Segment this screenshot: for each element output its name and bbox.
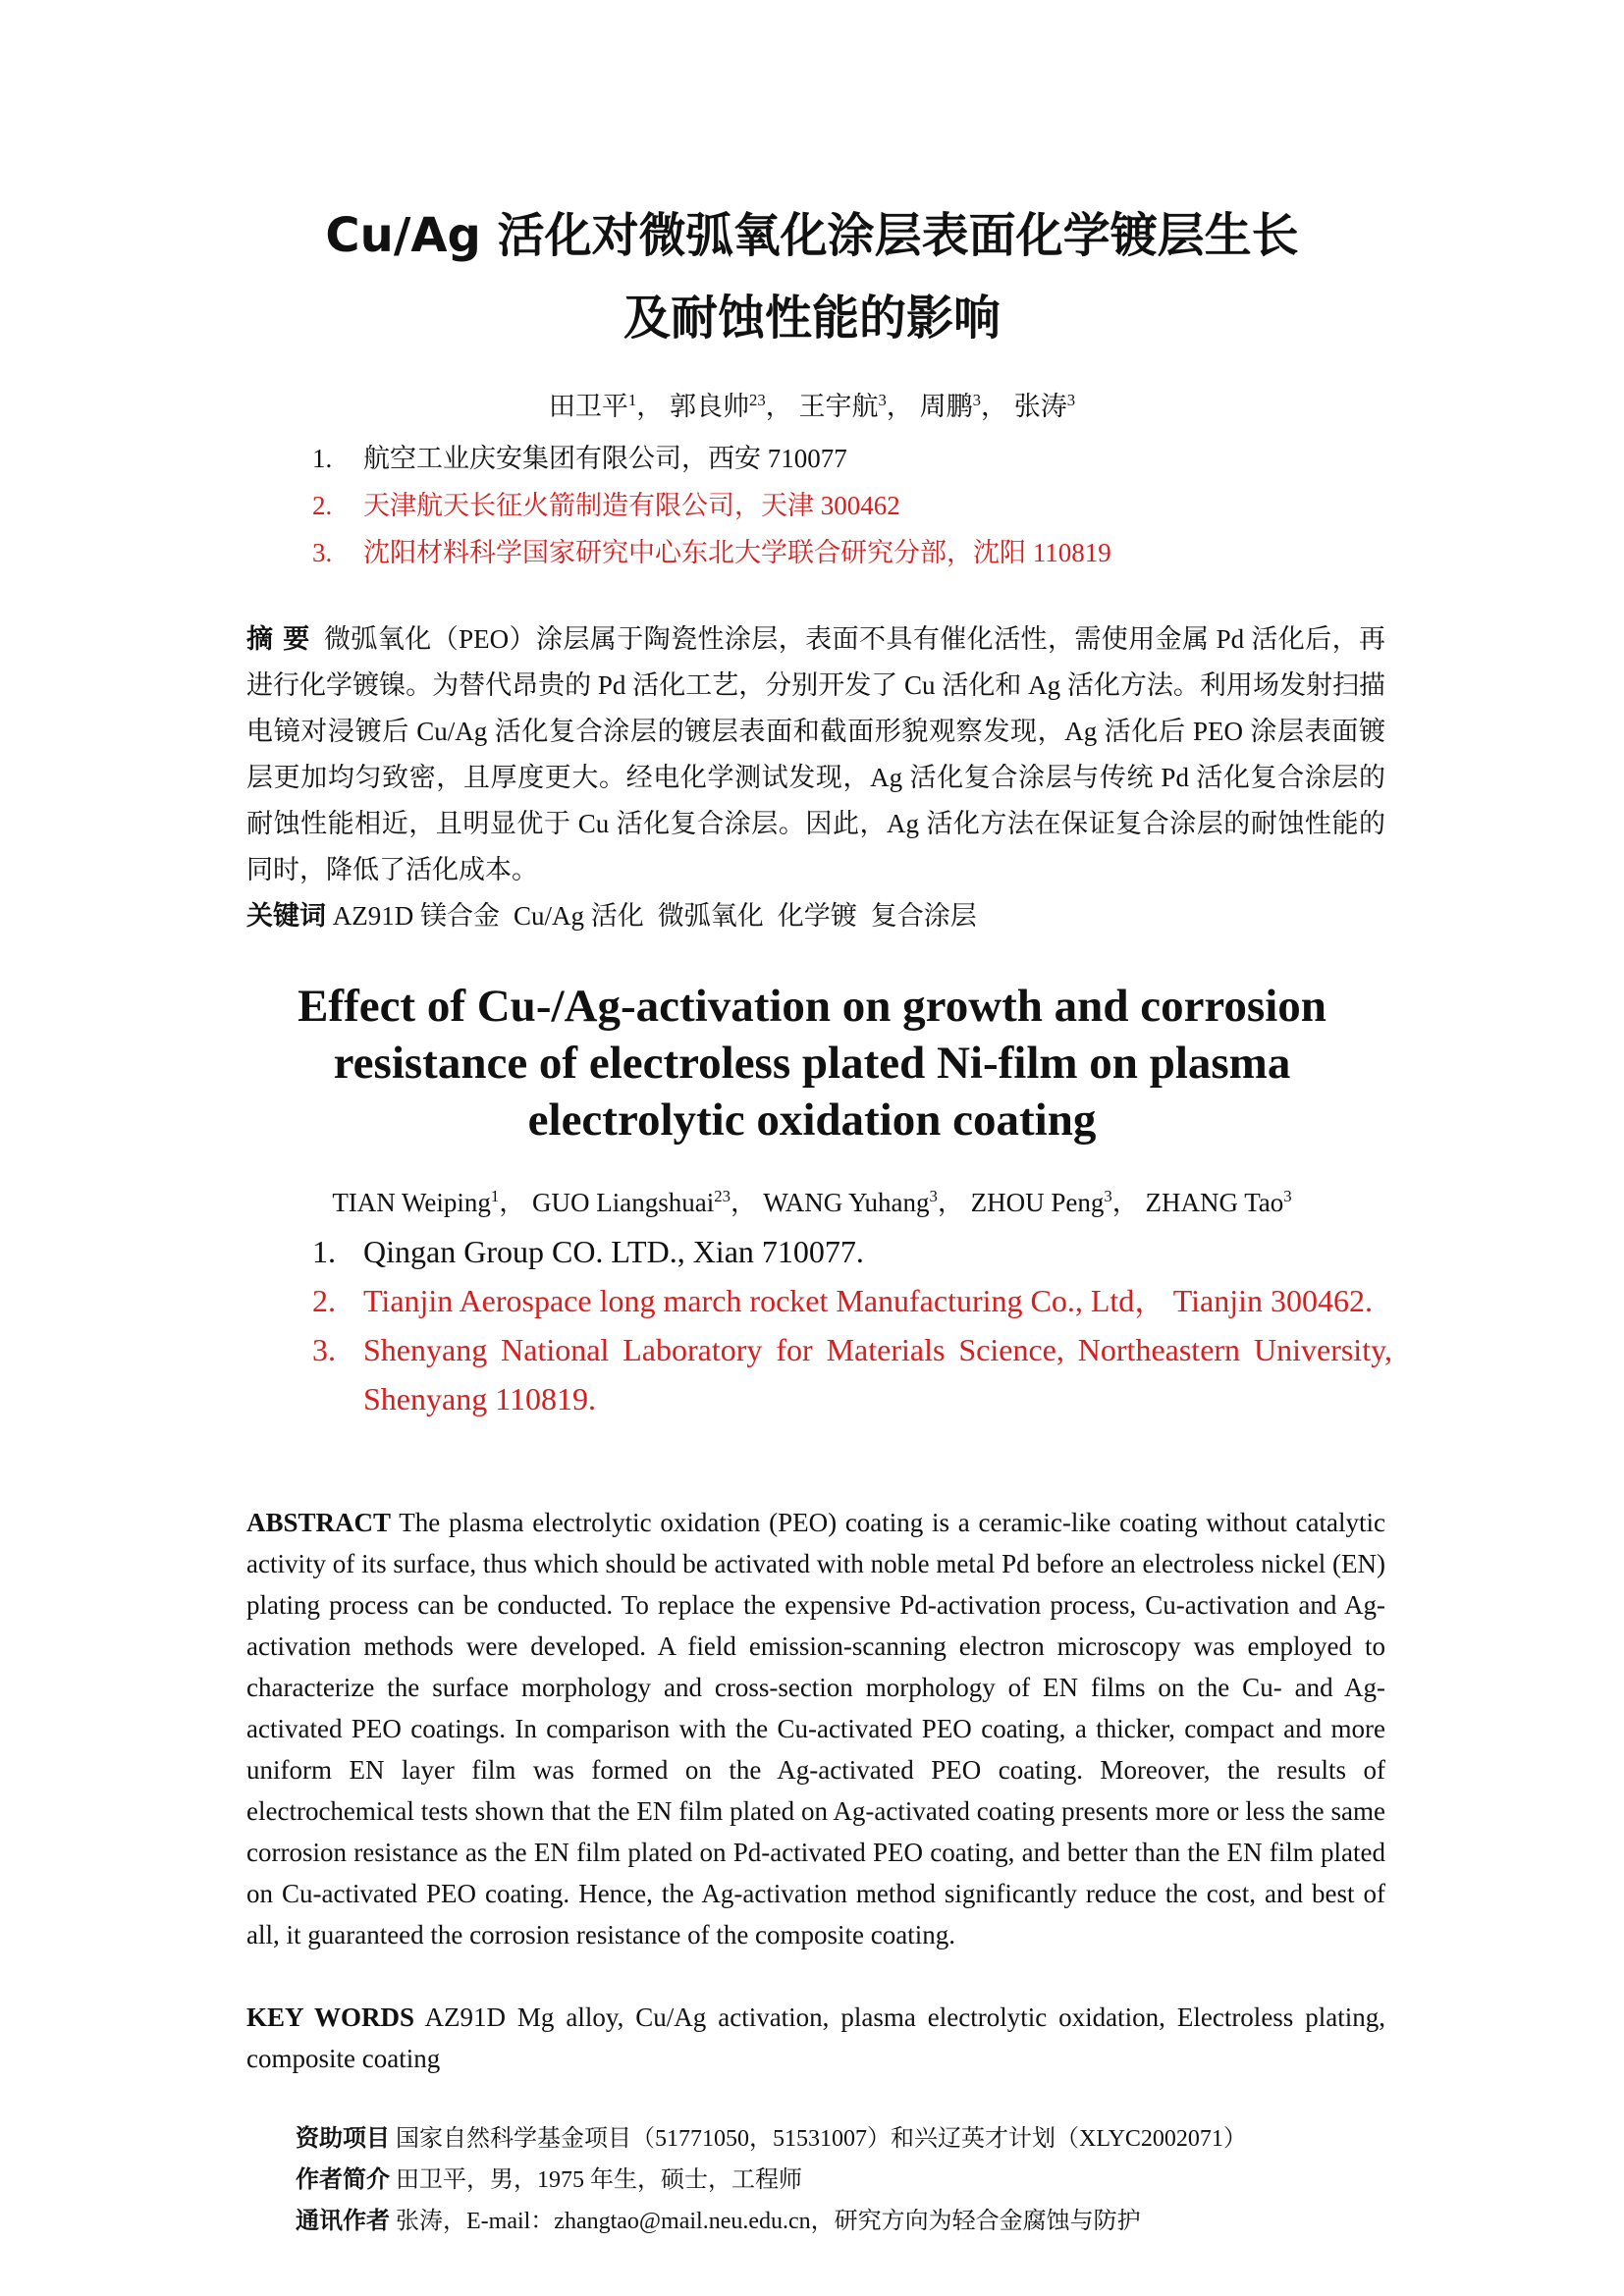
affiliation-item xyxy=(312,435,1392,482)
english-abstract-label: ABSTRACT xyxy=(246,1508,392,1537)
english-abstract-text: The plasma electrolytic oxidation (PEO) coating is a ceramic-like coating without catalytic activity of its surface, thus which should be activated with noble metal Pd before an electroless nickel (EN) plating process can be conducted. To replace the expensive Pd-activation process, Cu-activation and Ag-activation methods were developed. A field emission-scanning electron microscopy was employed to characterize the surface morphology and cross-section morphology of EN films on the Cu- and Ag-activated PEO coatings. In comparison with the Cu-activated PEO coating, a thicker, compact and more uniform EN layer film was formed on the Ag-activated PEO coating. Moreover, the results of electrochemical tests shown that the EN film plated on Ag-activated coating presents more or less the same corrosion resistance as the EN film plated on Pd-activated PEO coating, and better than the EN film plated on Cu-activated PEO coating. Hence, the Ag-activation method significantly reduce the cost, and best of all, it guaranteed the corrosion resistance of the composite coating. xyxy=(246,1508,1385,1949)
author-name: 王宇航 xyxy=(798,392,879,421)
affiliation-item xyxy=(312,482,1392,529)
footnote-corresponding-author xyxy=(296,2201,1425,2242)
affiliation-item xyxy=(312,1227,1392,1276)
footnote-label: 通讯作者 xyxy=(296,2207,390,2234)
keyword: 复合涂层 xyxy=(870,901,977,931)
author-affiliation-mark: 3 xyxy=(972,391,981,409)
chinese-author-list: 田卫平$^1$， 郭良帅$^{23}$， 王宇航$^3$， 周鹏$^3$， 张涛$^3$ xyxy=(548,391,1076,421)
footnote-text: 国家自然科学基金项目（51771050，51531007）和兴辽英才计划（XLYC2002071） xyxy=(396,2126,1247,2152)
author-affiliation-mark: 23 xyxy=(749,391,766,409)
footnote-author-bio xyxy=(296,2160,1425,2201)
affiliation-number: 3. xyxy=(312,1332,336,1367)
author-name: 田卫平 xyxy=(548,392,628,421)
footnote-label: 资助项目 xyxy=(296,2124,390,2152)
affiliation-number: 3. xyxy=(312,538,333,567)
footnotes xyxy=(296,2118,1425,2242)
chinese-title xyxy=(0,194,1624,359)
author-name: 张涛 xyxy=(1013,392,1067,421)
english-keywords-label: KEY WORDS xyxy=(246,2002,414,2032)
keyword: 微弧氧化 xyxy=(657,901,764,931)
footnote-text: 张涛，E-mail：zhangtao@mail.neu.edu.cn，研究方向为轻合金腐蚀与防护 xyxy=(396,2209,1141,2234)
english-author-list: TIAN Weiping$^1$， GUO Liangshuai$^{23}$， WANG Yuhang$^3$， ZHOU Peng$^3$， ZHANG Tao$^3$ xyxy=(332,1187,1292,1217)
affiliation-text: 沈阳材料科学国家研究中心东北大学联合研究分部，沈阳 110819 xyxy=(363,538,1111,567)
author-affiliation-mark: 1 xyxy=(627,391,637,409)
keyword: 化学镀 xyxy=(777,901,857,931)
english-title-line: electrolytic oxidation coating xyxy=(527,1095,1097,1146)
author-name: TIAN Weiping xyxy=(332,1188,491,1217)
affiliation-text: 航空工业庆安集团有限公司，西安 710077 xyxy=(363,444,847,473)
english-abstract xyxy=(246,1502,1385,1955)
author-affiliation-mark: 23 xyxy=(714,1187,731,1205)
chinese-abstract-text: 微弧氧化（PEO）涂层属于陶瓷性涂层，表面不具有催化活性，需使用金属 Pd 活化后，再进行化学镀镍。为替代昂贵的 Pd 活化工艺，分别开发了 Cu 活化和 Ag 活化方法。利用场发射扫描电镜对浸镀后 Cu/Ag 活化复合涂层的镀层表面和截面形貌观察发现，Ag 活化后 PEO 涂层表面镀层更加均匀致密，且厚度更大。经电化学测试发现，Ag 活化复合涂层与传统 Pd 活化复合涂层的耐蚀性能相近，且明显优于 Cu 活化复合涂层。因此，Ag 活化方法在保证复合涂层的耐蚀性能的同时，降低了活化成本。 xyxy=(246,624,1385,884)
chinese-title-line: Cu/Ag 活化对微弧氧化涂层表面化学镀层生长 xyxy=(325,208,1299,263)
author-affiliation-mark: 3 xyxy=(1104,1187,1112,1205)
footnote-text: 田卫平，男，1975 年生，硕士，工程师 xyxy=(396,2167,802,2193)
chinese-keywords xyxy=(246,893,1385,939)
affiliation-text: Tianjin Aerospace long march rocket Manufacturing Co., Ltd， Tianjin 300462. xyxy=(363,1283,1374,1318)
keyword: AZ91D 镁合金 xyxy=(332,901,500,931)
affiliation-text: Qingan Group CO. LTD., Xian 710077. xyxy=(363,1234,864,1269)
author-name: 周鹏 xyxy=(919,392,973,421)
affiliation-item xyxy=(312,529,1392,576)
english-title xyxy=(0,978,1624,1148)
affiliation-number: 2. xyxy=(312,1283,336,1318)
chinese-keywords-label: 关键词 xyxy=(246,901,326,932)
affiliation-text: Shenyang National Laboratory for Materials Science, Northeastern University, Shenyang 110819. xyxy=(363,1332,1392,1416)
affiliation-item xyxy=(312,1276,1392,1325)
author-name: ZHOU Peng xyxy=(970,1188,1105,1217)
author-name: ZHANG Tao xyxy=(1145,1188,1284,1217)
english-affiliation-list xyxy=(312,1227,1392,1423)
author-affiliation-mark: 3 xyxy=(1283,1187,1292,1205)
affiliation-number: 1. xyxy=(312,1234,336,1269)
affiliation-item xyxy=(312,1325,1392,1423)
footnote-funding xyxy=(296,2118,1425,2160)
author-name: 郭良帅 xyxy=(670,392,749,421)
chinese-abstract xyxy=(246,616,1385,893)
english-title-line: Effect of Cu-/Ag-activation on growth and corrosion xyxy=(298,981,1326,1032)
author-name: WANG Yuhang xyxy=(763,1188,930,1217)
chinese-affiliation-list xyxy=(312,435,1392,576)
chinese-title-line: 及耐蚀性能的影响 xyxy=(623,291,1001,346)
english-title-line: resistance of electroless plated Ni-film on plasma xyxy=(333,1038,1291,1089)
affiliation-number: 2. xyxy=(312,491,333,520)
affiliation-number: 1. xyxy=(312,444,333,473)
author-affiliation-mark: 1 xyxy=(490,1187,500,1205)
english-keywords-text: AZ91D Mg alloy, Cu/Ag activation, plasma electrolytic oxidation, Electroless plating, composite coating xyxy=(246,2002,1385,2073)
author-affiliation-mark: 3 xyxy=(929,1187,938,1205)
author-name: GUO Liangshuai xyxy=(532,1188,715,1217)
chinese-abstract-label: 摘 要 xyxy=(246,624,310,655)
affiliation-text: 天津航天长征火箭制造有限公司，天津 300462 xyxy=(363,491,900,520)
english-keywords xyxy=(246,1997,1385,2079)
author-affiliation-mark: 3 xyxy=(878,391,887,409)
keyword: Cu/Ag 活化 xyxy=(514,901,644,931)
footnote-label: 作者简介 xyxy=(296,2165,390,2193)
author-affiliation-mark: 3 xyxy=(1066,391,1076,409)
